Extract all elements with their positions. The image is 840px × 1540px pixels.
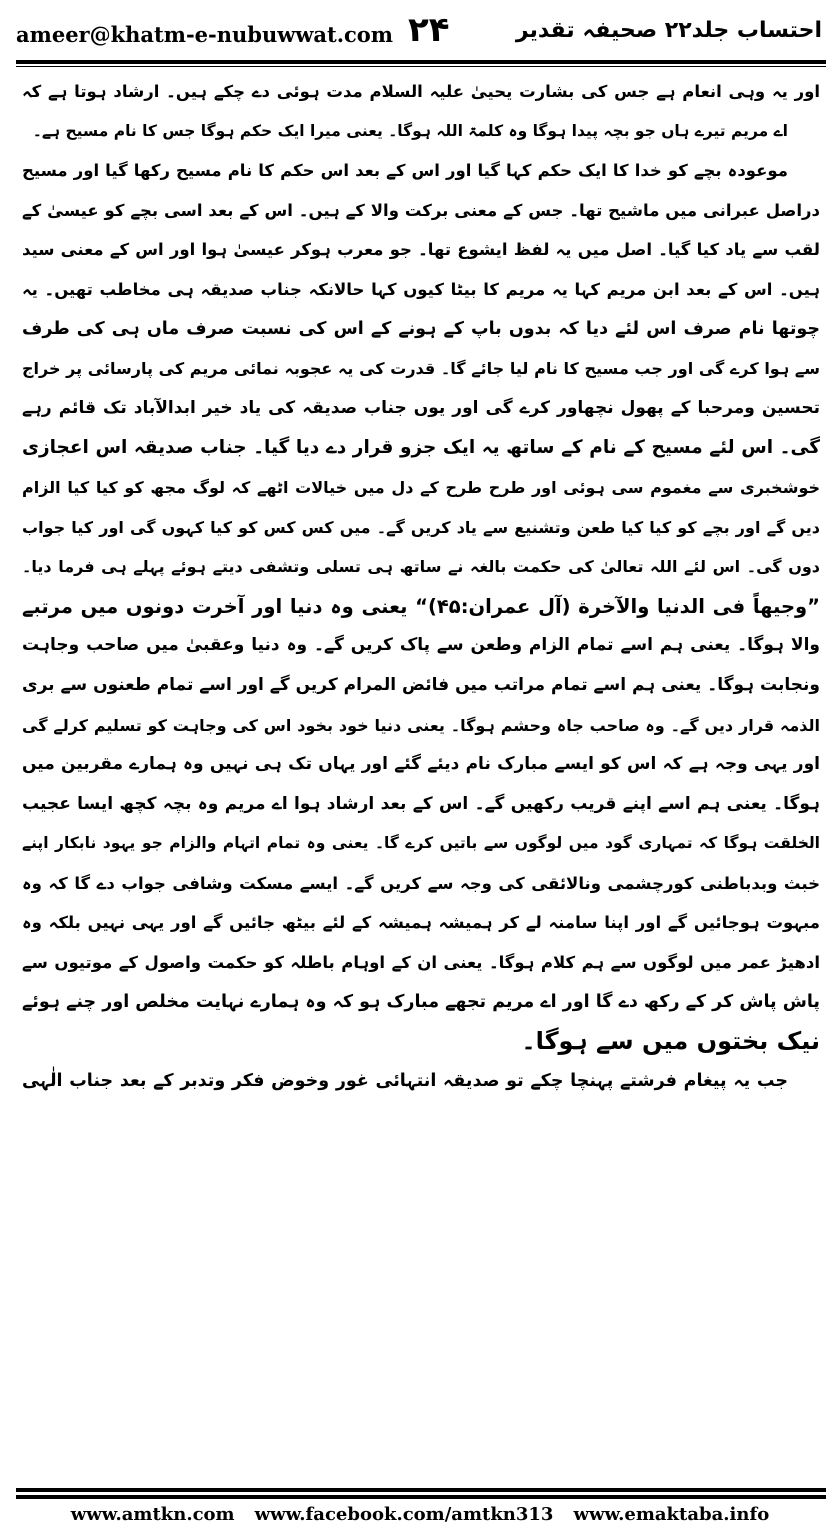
text-line: ہیں۔ اس کے بعد ابن مریم کہا یہ مریم کا بیٹا کیوں کہا حالانکہ جناب صدیقہ ہی مخاطب تھیں۔ یہ xyxy=(22,279,820,299)
page-number: ۲۴ xyxy=(408,10,450,50)
text-line: چوتھا نام صرف اس لئے دیا کہ بدوں باپ کے ہونے کے اس کی نسبت صرف ماں ہی کی طرف xyxy=(22,318,820,339)
footer-site-facebook[interactable]: www.facebook.com/amtkn313 xyxy=(254,1504,554,1525)
text-line: الذمہ قرار دیں گے۔ وہ صاحب جاہ وحشم ہوگا۔ یعنی دنیا خود بخود اس کی وجاہت کو تسلیم کرلے گی xyxy=(22,715,820,735)
footer-site-amtkn[interactable]: www.amtkn.com xyxy=(70,1504,235,1525)
footer-rule-top xyxy=(16,1488,826,1492)
text-line: خبث وبدباطنی کورچشمی ونالائقی کی وجہ سے کریں گے۔ ایسے مسکت وشافی جواب دے گا کہ وہ xyxy=(22,873,820,893)
text-line: والا ہوگا۔ یعنی ہم اسے تمام الزام وطعن سے پاک کریں گے۔ وہ دنیا وعقبیٰ میں صاحب وجاہت xyxy=(22,635,820,656)
text-line: اور یہی وجہ ہے کہ اس کو ایسے مبارک نام دیئے گئے اور یہاں تک ہی نہیں وہ ہمارے مقربین میں xyxy=(22,754,820,775)
header-email: ameer@khatm-e-nubuwwat.com xyxy=(16,22,394,47)
header-rule-thick xyxy=(16,60,826,64)
header-rule-thin xyxy=(16,66,826,67)
text-line: جب یہ پیغام فرشتے پہنچا چکے تو صدیقہ انتہائی غور وخوض فکر وتدبر کے بعد جناب الٰہی xyxy=(22,1070,788,1091)
text-line: ہوگا۔ یعنی ہم اسے اپنے قریب رکھیں گے۔ اس کے بعد ارشاد ہوا اے مریم وہ بچہ کچھ ایسا عجیب xyxy=(22,793,820,814)
text-line: دراصل عبرانی میں ماشیح تھا۔ جس کے معنی برکت والا کے ہیں۔ اس کے بعد اسی بچے کو عیسیٰ کے xyxy=(22,200,820,220)
text-line: دوں گی۔ اس لئے اللہ تعالیٰ کی حکمت بالغہ نے ساتھ ہی تسلی وتشفی دیتے ہوئے پہلے ہی فرما دیا۔ xyxy=(22,557,820,577)
text-line: اے مریم تیرے ہاں جو بچہ پیدا ہوگا وہ کلمۃ اللہ ہوگا۔ یعنی میرا ایک حکم ہوگا جس کا نام مسیح ہے۔ xyxy=(32,121,788,140)
book-title: احتساب جلد۲۲ صحیفہ تقدیر xyxy=(515,18,822,43)
text-line: مبہوت ہوجائیں گے اور اپنا سامنہ لے کر ہمیشہ ہمیشہ کے لئے بیٹھ جائیں گے اور یہی نہیں بلکہ وہ xyxy=(22,913,820,933)
text-line: ونجابت ہوگا۔ یعنی ہم اسے تمام مراتب میں فائض المرام کریں گے اور اسے تمام طعنوں سے بری xyxy=(22,674,820,695)
text-line: نیک بختوں میں سے ہوگا۔ xyxy=(521,1027,820,1056)
text-line: خوشخبری سے مغموم سی ہوئی اور طرح طرح کے دل میں خیالات اٹھے کہ لوگ مجھ کو کیا کیا الزام xyxy=(22,477,820,497)
footer-rule-bottom xyxy=(16,1495,826,1499)
text-line: گی۔ اس لئے مسیح کے نام کے ساتھ یہ ایک جزو قرار دے دیا گیا۔ جناب صدیقہ اس اعجازی xyxy=(22,437,820,459)
text-line: سے ہوا کرے گی اور جب مسیح کا نام لیا جائے گا۔ قدرت کی یہ عجوبہ نمائی مریم کی پارسائی پر خراج xyxy=(22,359,820,379)
text-line: دیں گے اور بچے کو کیا کیا طعن وتشنیع سے یاد کریں گے۔ میں کس کس کو کیا کہوں گی اور کیا جواب xyxy=(22,517,820,537)
quote-line: ”وجیهاً فی الدنیا والآخرة (آل عمران:۴۵)“ یعنی وہ دنیا اور آخرت دونوں میں مرتبے xyxy=(22,594,820,618)
text-body xyxy=(22,72,820,1477)
text-line: اور یہ وہی انعام ہے جس کی بشارت یحییٰ علیہ السلام مدت ہوئی دے چکے ہیں۔ ارشاد ہوتا ہے کہ xyxy=(22,82,820,101)
page-footer xyxy=(0,1504,840,1525)
text-line: پاش پاش کر کے رکھ دے گا اور اے مریم تجھے مبارک ہو کہ وہ ہمارے نہایت مخلص اور چنے ہوئے xyxy=(22,991,820,1012)
text-line: تحسین ومرحبا کے پھول نچھاور کرے گی اور یوں جناب صدیقہ کی یاد خیر ابدالآباد تک قائم رہے xyxy=(22,397,820,418)
page-header xyxy=(0,0,840,68)
text-line: ادھیڑ عمر میں لوگوں سے ہم کلام ہوگا۔ یعنی ان کے اوہام باطلہ کو حکمت واصول کے موتیوں سے xyxy=(22,953,820,973)
text-line: موعودہ بچے کو خدا کا ایک حکم کہا گیا اور اس کے بعد اس حکم کا نام مسیح رکھا گیا اور مسیح xyxy=(22,161,788,181)
text-line: الخلقت ہوگا کہ تمہاری گود میں لوگوں سے باتیں کرے گا۔ یعنی وہ تمام اتہام والزام جو یہود نابکار اپنے xyxy=(22,834,820,853)
footer-site-emaktaba[interactable]: www.emaktaba.info xyxy=(573,1504,770,1525)
text-line: لقب سے یاد کیا گیا۔ اصل میں یہ لفظ ایشوع تھا۔ جو معرب ہوکر عیسیٰ ہوا اور اس کے معنی سید xyxy=(22,240,820,260)
